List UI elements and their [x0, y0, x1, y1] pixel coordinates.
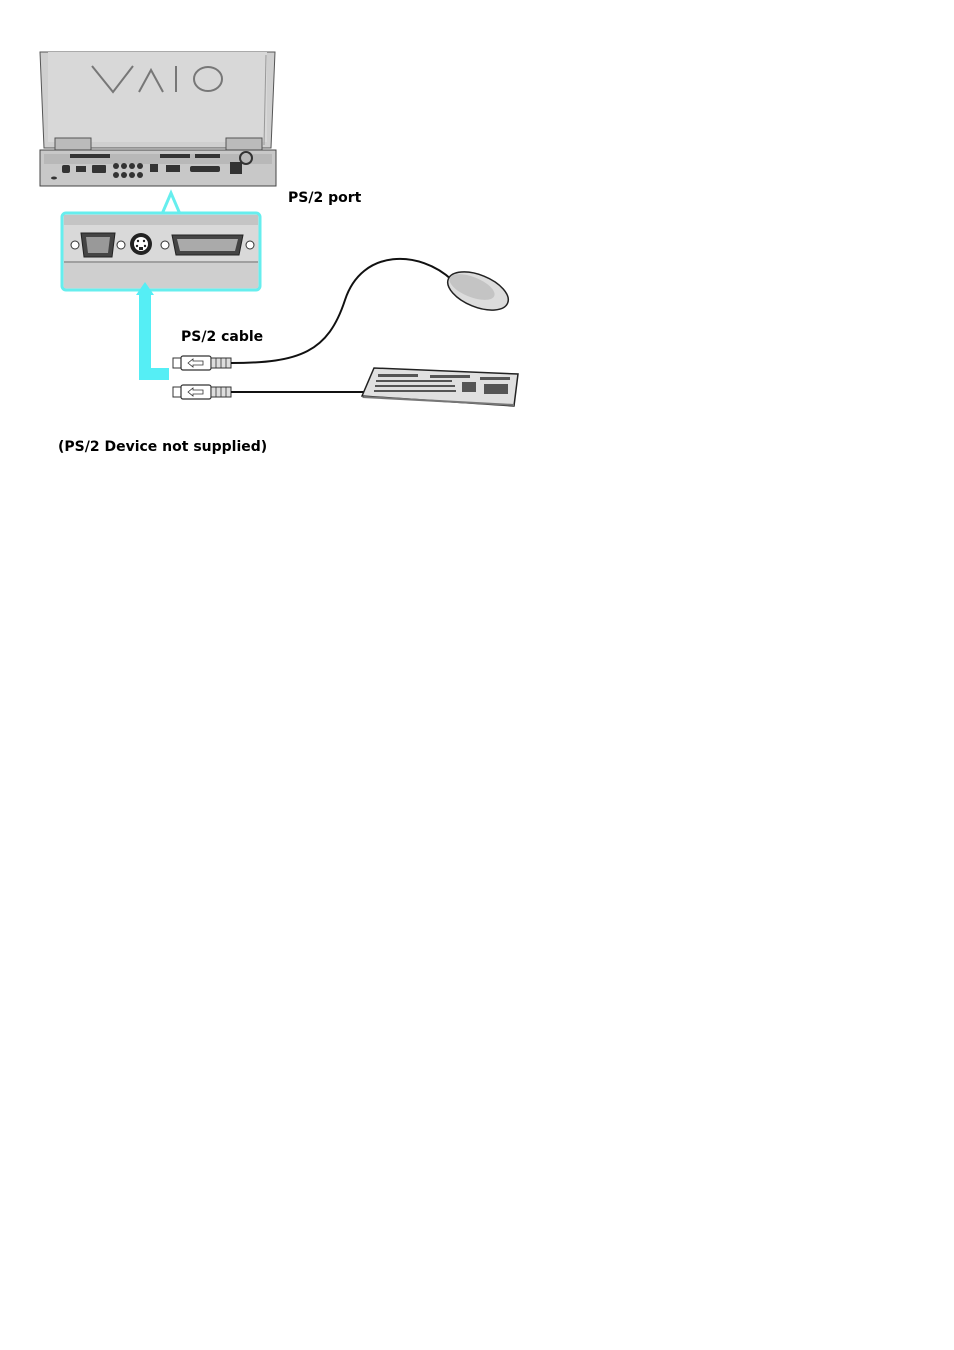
laptop-rear-view [40, 52, 276, 186]
port-closeup-panel [62, 213, 260, 290]
device-not-supplied-note: (PS/2 Device not supplied) [58, 439, 268, 455]
mouse-device [442, 264, 513, 318]
ps2-port [130, 233, 152, 255]
ps2-connector-top [173, 356, 231, 370]
ps2-port-label: PS/2 port [288, 190, 362, 206]
connection-arrow [136, 282, 169, 380]
ps2-connector-bottom [173, 385, 231, 399]
keyboard-device [362, 368, 518, 406]
callout-pointer [162, 193, 180, 214]
parallel-port [161, 235, 254, 255]
mouse-cable [231, 259, 452, 363]
ps2-cable-label: PS/2 cable [181, 329, 264, 345]
